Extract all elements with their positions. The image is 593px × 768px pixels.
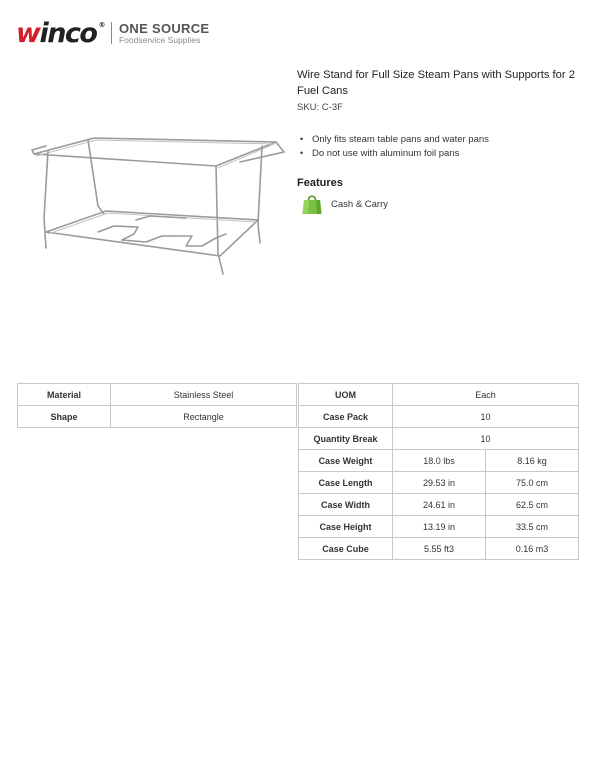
spec-value-metric: 33.5 cm: [486, 516, 579, 538]
table-row: [299, 450, 579, 472]
spec-label: Case Length: [299, 472, 393, 494]
feature-label: Cash & Carry: [331, 198, 389, 210]
product-image: [26, 128, 290, 280]
spec-value-imperial: 5.55 ft3: [393, 538, 486, 560]
table-row: [299, 428, 579, 450]
spec-label: Material: [18, 384, 111, 406]
one-source-subtitle: Foodservice Supplies: [118, 34, 201, 45]
spec-value: Rectangle: [111, 406, 297, 428]
table-row: [299, 516, 579, 538]
spec-label: Case Height: [299, 516, 393, 538]
spec-label: UOM: [299, 384, 393, 406]
table-row: [299, 472, 579, 494]
spec-value-metric: 0.16 m3: [486, 538, 579, 560]
one-source-title: ONE SOURCE: [118, 20, 210, 36]
table-row: [299, 538, 579, 560]
spec-value-metric: 62.5 cm: [486, 494, 579, 516]
spec-value-metric: 8.16 kg: [486, 450, 579, 472]
winco-logo[interactable]: [16, 17, 104, 49]
spec-label: Case Pack: [299, 406, 393, 428]
spec-label: Shape: [18, 406, 111, 428]
brand-header: [16, 18, 209, 48]
spec-value: 10: [393, 406, 579, 428]
table-row: [18, 384, 297, 406]
spec-label: Quantity Break: [299, 428, 393, 450]
product-sku: SKU: C-3F: [297, 102, 343, 113]
spec-label: Case Width: [299, 494, 393, 516]
spec-table-left: [17, 383, 297, 428]
logo-inco: inco: [39, 17, 97, 49]
spec-value-metric: 75.0 cm: [486, 472, 579, 494]
bullet-item: • Do not use with aluminum foil pans: [297, 147, 582, 161]
table-row: [299, 494, 579, 516]
bullet-item: • Only fits steam table pans and water pans: [297, 133, 582, 147]
shopping-bag-icon: [301, 192, 323, 216]
table-row: [299, 406, 579, 428]
product-bullets: [297, 133, 582, 160]
product-title: Wire Stand for Full Size Steam Pans with Supports for 2 Fuel Cans: [297, 69, 575, 97]
one-source-logo: [119, 22, 209, 45]
spec-label: Case Cube: [299, 538, 393, 560]
product-info: [297, 68, 582, 216]
table-row: [299, 384, 579, 406]
spec-value-imperial: 13.19 in: [393, 516, 486, 538]
spec-table-right: [298, 383, 579, 560]
spec-value: Stainless Steel: [111, 384, 297, 406]
spec-value-imperial: 18.0 lbs: [393, 450, 486, 472]
spec-label: Case Weight: [299, 450, 393, 472]
spec-value-imperial: 29.53 in: [393, 472, 486, 494]
registered-mark: ®: [98, 20, 104, 29]
features-heading: Features: [297, 177, 343, 189]
logo-divider: [111, 22, 112, 44]
logo-w: w: [16, 17, 40, 49]
spec-value: Each: [393, 384, 579, 406]
spec-value: 10: [393, 428, 579, 450]
spec-value-imperial: 24.61 in: [393, 494, 486, 516]
feature-cash-and-carry: [301, 192, 582, 216]
table-row: [18, 406, 297, 428]
